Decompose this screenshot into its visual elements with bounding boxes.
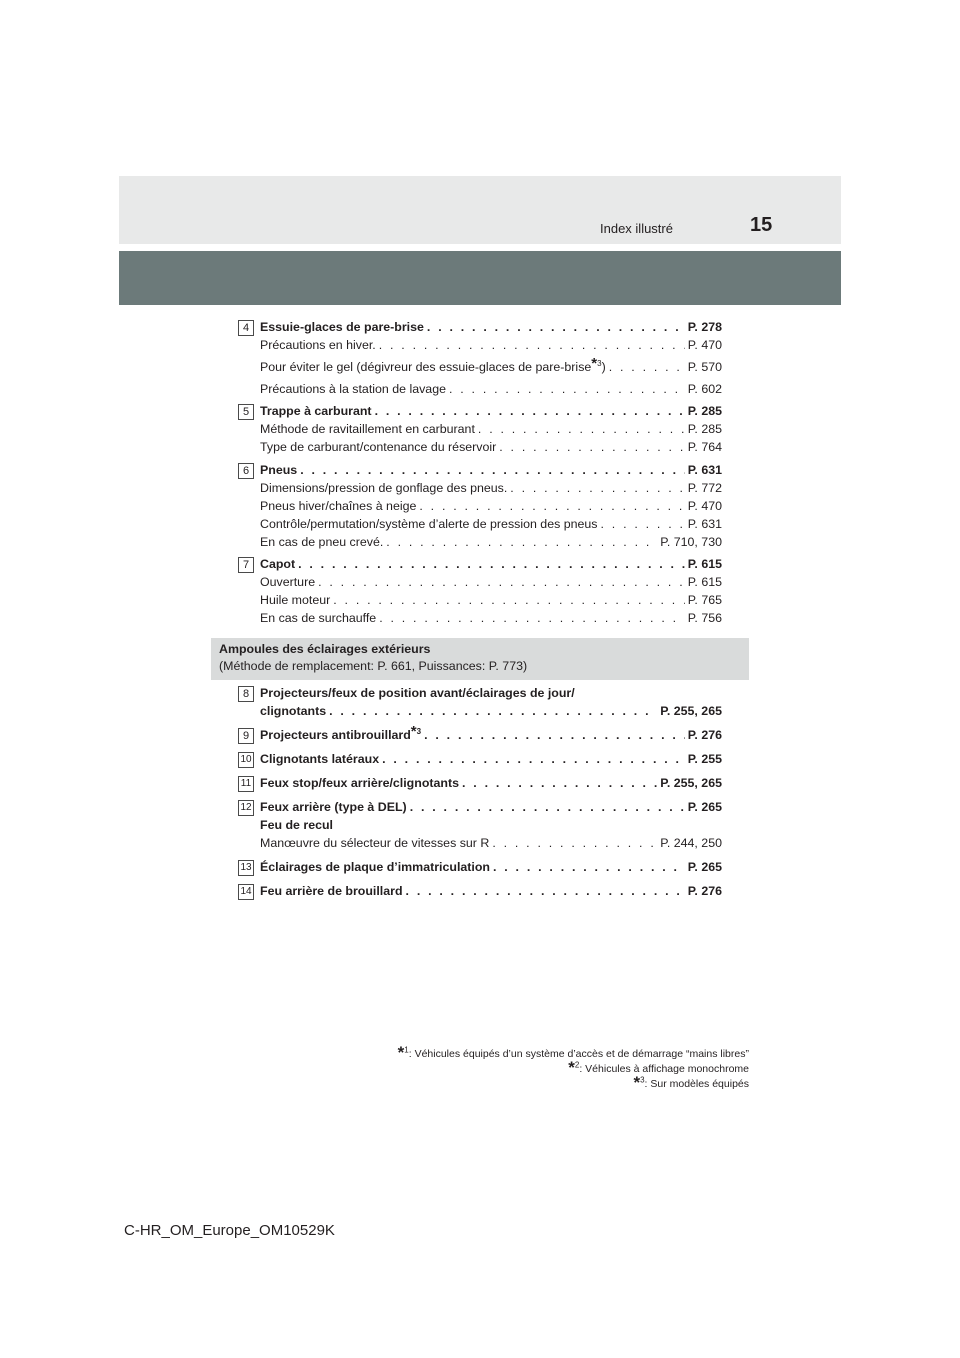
entry-line[interactable] bbox=[260, 860, 722, 878]
entry-label: clignotants bbox=[260, 704, 327, 718]
page-ref: P. 470 bbox=[687, 499, 722, 513]
entry-line[interactable] bbox=[260, 752, 722, 770]
entry-line[interactable] bbox=[260, 404, 722, 422]
footnote: *$^1$: Véhicules équipés d’un système d’accès et de démarrage “mains libres” bbox=[397, 1043, 749, 1062]
entry-line[interactable] bbox=[260, 382, 722, 400]
callout-number: 14 bbox=[238, 884, 254, 900]
index-entry bbox=[238, 752, 722, 770]
page-ref: P. 570 bbox=[687, 360, 722, 374]
entry-label: Feux arrière (type à DEL) bbox=[260, 800, 407, 814]
page-ref: P. 255, 265 bbox=[660, 776, 722, 790]
entry-line[interactable] bbox=[260, 440, 722, 458]
footnote-ref: 3 bbox=[416, 726, 422, 736]
footnote: *$^2$: Véhicules à affichage monochrome bbox=[568, 1058, 749, 1077]
index-entry bbox=[238, 404, 722, 458]
entry-line[interactable] bbox=[260, 517, 722, 535]
page-ref: P. 710, 730 bbox=[660, 535, 722, 549]
entry-line[interactable] bbox=[260, 611, 722, 629]
entry-line[interactable] bbox=[260, 723, 722, 746]
entry-line[interactable] bbox=[260, 338, 722, 356]
entry-line[interactable] bbox=[260, 422, 722, 440]
entry-line: Projecteurs/feux de position avant/éclairages de jour/ bbox=[260, 686, 575, 700]
entry-label: Contrôle/permutation/système d’alerte de pression des pneus bbox=[260, 517, 598, 531]
callout-number: 5 bbox=[238, 404, 254, 420]
entry-line[interactable] bbox=[260, 535, 722, 553]
page-number: 15 bbox=[750, 214, 773, 236]
note-subtitle: (Méthode de remplacement: P. 661, Puissances: P. 773) bbox=[219, 659, 528, 673]
footnote: *$^3$: Sur modèles équipés bbox=[633, 1073, 749, 1092]
header-dark-band bbox=[119, 251, 841, 305]
entry-line[interactable] bbox=[260, 463, 722, 481]
entry-label: Dimensions/pression de gonflage des pneus. bbox=[260, 481, 508, 495]
entry-line[interactable] bbox=[260, 593, 722, 611]
entry-label: Feu arrière de brouillard bbox=[260, 884, 403, 898]
page-ref: P. 615 bbox=[687, 575, 722, 589]
entry-line[interactable] bbox=[260, 499, 722, 517]
entry-label: Pour éviter le gel (dégivreur des essuie-glaces de pare-brise*$^3$) bbox=[260, 355, 606, 374]
page-ref: P. 276 bbox=[687, 884, 722, 898]
page-ref: P. 276 bbox=[687, 728, 722, 742]
section-title: Index illustré bbox=[600, 221, 673, 236]
footnote-ref: 3 bbox=[597, 358, 602, 368]
entry-label: Type de carburant/contenance du réservoir bbox=[260, 440, 497, 454]
document-code: C-HR_OM_Europe_OM10529K bbox=[124, 1222, 335, 1239]
page-ref: P. 756 bbox=[687, 611, 722, 625]
page-ref: P. 470 bbox=[687, 338, 722, 352]
callout-number: 8 bbox=[238, 686, 254, 702]
entry-label: En cas de pneu crevé. bbox=[260, 535, 384, 549]
page-ref: P. 255 bbox=[687, 752, 722, 766]
entry-label: Éclairages de plaque d’immatriculation bbox=[260, 860, 490, 874]
entry-line[interactable] bbox=[260, 355, 722, 378]
entry-label: Capot bbox=[260, 557, 296, 571]
entry-line: Feu de recul bbox=[260, 818, 333, 832]
entry-label: Pneus bbox=[260, 463, 298, 477]
entry-label: Trappe à carburant bbox=[260, 404, 372, 418]
page-ref: P. 602 bbox=[687, 382, 722, 396]
index-entry bbox=[238, 686, 722, 722]
entry-label: Précautions en hiver. bbox=[260, 338, 376, 352]
callout-number: 7 bbox=[238, 557, 254, 573]
entry-line[interactable] bbox=[260, 836, 722, 854]
page-ref: P. 265 bbox=[687, 800, 722, 814]
entry-label: Manœuvre du sélecteur de vitesses sur R bbox=[260, 836, 490, 850]
page-ref: P. 772 bbox=[687, 481, 722, 495]
entry-label: Ouverture bbox=[260, 575, 316, 589]
callout-number: 12 bbox=[238, 800, 254, 816]
index-entry bbox=[238, 463, 722, 553]
callout-number: 9 bbox=[238, 728, 254, 744]
page-ref: P. 285 bbox=[687, 404, 722, 418]
entry-label: Méthode de ravitaillement en carburant bbox=[260, 422, 475, 436]
entry-label: En cas de surchauffe bbox=[260, 611, 377, 625]
exterior-lights-note bbox=[211, 638, 749, 680]
page-ref: P. 631 bbox=[687, 463, 722, 477]
page-ref: P. 244, 250 bbox=[660, 836, 722, 850]
page-ref: P. 764 bbox=[687, 440, 722, 454]
page-ref: P. 278 bbox=[687, 320, 722, 334]
index-entry bbox=[238, 557, 722, 629]
page-ref: P. 631 bbox=[687, 517, 722, 531]
header-band bbox=[119, 176, 841, 244]
index-entry bbox=[238, 320, 722, 400]
entry-line[interactable] bbox=[260, 481, 722, 499]
entry-label: Feux stop/feux arrière/clignotants bbox=[260, 776, 459, 790]
entry-line[interactable] bbox=[260, 557, 722, 575]
callout-number: 10 bbox=[238, 752, 254, 768]
index-entry bbox=[238, 776, 722, 794]
callout-number: 6 bbox=[238, 463, 254, 479]
index-entry bbox=[238, 884, 722, 902]
index-entry bbox=[238, 860, 722, 878]
page-ref: P. 255, 265 bbox=[660, 704, 722, 718]
page-ref: P. 285 bbox=[687, 422, 722, 436]
entry-line[interactable] bbox=[260, 884, 722, 902]
entry-label: Essuie-glaces de pare-brise bbox=[260, 320, 424, 334]
entry-label: Précautions à la station de lavage bbox=[260, 382, 446, 396]
page-ref: P. 265 bbox=[687, 860, 722, 874]
entry-label: Huile moteur bbox=[260, 593, 331, 607]
entry-line[interactable] bbox=[260, 704, 722, 722]
entry-label: Clignotants latéraux bbox=[260, 752, 380, 766]
index-entry bbox=[238, 723, 722, 746]
entry-line[interactable] bbox=[260, 320, 722, 338]
entry-line[interactable] bbox=[260, 575, 722, 593]
index-entry bbox=[238, 800, 722, 854]
entry-label: Pneus hiver/chaînes à neige bbox=[260, 499, 417, 513]
page-ref: P. 615 bbox=[687, 557, 722, 571]
callout-number: 4 bbox=[238, 320, 254, 336]
entry-label: Projecteurs antibrouillard*$^3$ bbox=[260, 723, 422, 742]
callout-number: 11 bbox=[238, 776, 254, 792]
page-ref: P. 765 bbox=[687, 593, 722, 607]
note-title: Ampoules des éclairages extérieurs bbox=[219, 642, 431, 656]
callout-number: 13 bbox=[238, 860, 254, 876]
entry-line[interactable] bbox=[260, 776, 722, 794]
footnotes bbox=[397, 1043, 749, 1092]
entry-line[interactable] bbox=[260, 800, 722, 818]
